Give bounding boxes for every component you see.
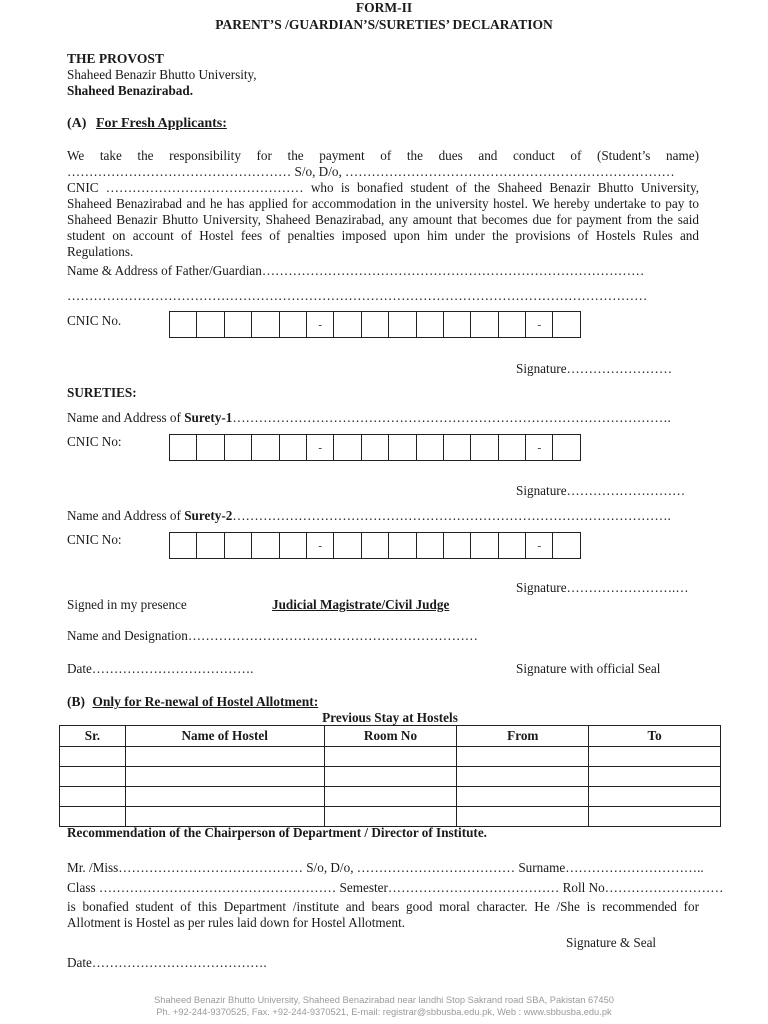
father-guardian-continuation[interactable]: ……………………………………………………………………………………………………………………	[67, 288, 648, 303]
form-title: PARENT’S /GUARDIAN’S/SURETIES’ DECLARATION	[215, 17, 553, 32]
recommendation-body: is bonafied student of this Department /institute and bears good moral character. He /She is recommended for Allotment is Hostel as per rules laid down for Hostel Allotment.	[67, 899, 699, 930]
official-seal-label: Signature with official Seal	[516, 661, 661, 676]
section-b-marker: (B)	[67, 694, 85, 709]
footer-address: Shaheed Benazir Bhutto University, Shaheed Benazirabad near landhi Stop Sakrand road SBA, Pakistan 67450	[154, 995, 614, 1005]
cnic-digit-box[interactable]	[470, 434, 498, 461]
cnic-digit-box[interactable]	[443, 532, 471, 559]
guardian-cnic-label: CNIC No.	[67, 313, 122, 328]
cnic-digit-box[interactable]	[552, 311, 580, 338]
surety-2-field[interactable]	[67, 508, 671, 524]
recommendation-date-field[interactable]: Date………………………………….	[67, 955, 267, 970]
section-a-title: For Fresh Applicants:	[95, 116, 227, 131]
previous-stay-table	[59, 725, 721, 827]
cnic-digit-box[interactable]	[224, 434, 252, 461]
cnic-separator: -	[306, 434, 334, 461]
cnic-digit-box[interactable]	[498, 532, 526, 559]
section-b-heading	[67, 694, 318, 710]
table-cell[interactable]	[457, 747, 589, 767]
witness-date-field[interactable]: Date……………………………….	[67, 661, 254, 676]
cnic-digit-box[interactable]	[251, 434, 279, 461]
table-cell[interactable]	[60, 747, 126, 767]
section-a-heading	[67, 116, 227, 132]
form-number: FORM-II	[355, 0, 413, 15]
recommendation-heading: Recommendation of the Chairperson of Department / Director of Institute.	[67, 825, 487, 840]
cnic-digit-box[interactable]	[416, 311, 444, 338]
magistrate-label: Judicial Magistrate/Civil Judge	[272, 597, 450, 612]
table-cell[interactable]	[125, 787, 324, 807]
cnic-separator: -	[306, 532, 334, 559]
cnic-digit-box[interactable]	[279, 311, 307, 338]
cnic-separator: -	[525, 532, 553, 559]
table-row	[60, 807, 721, 827]
cnic-digit-box[interactable]	[279, 434, 307, 461]
cnic-digit-box[interactable]	[196, 434, 224, 461]
column-header-to: To	[589, 726, 721, 747]
surety-1-label-prefix: Name and Address of	[67, 410, 185, 425]
cnic-separator: -	[525, 311, 553, 338]
addressee-city: Shaheed Benazirabad.	[67, 83, 194, 98]
cnic-digit-box[interactable]	[251, 532, 279, 559]
surety-2-label: Surety-2	[184, 508, 233, 523]
cnic-digit-box[interactable]	[224, 311, 252, 338]
cnic-digit-box[interactable]	[388, 434, 416, 461]
surety-1-cnic-label: CNIC No:	[67, 434, 122, 449]
table-cell[interactable]	[589, 767, 721, 787]
table-row	[60, 747, 721, 767]
cnic-digit-box[interactable]	[196, 532, 224, 559]
cnic-separator: -	[306, 311, 334, 338]
cnic-digit-box[interactable]	[333, 434, 361, 461]
cnic-digit-box[interactable]	[416, 532, 444, 559]
table-cell[interactable]	[125, 767, 324, 787]
cnic-digit-box[interactable]	[169, 311, 197, 338]
table-cell[interactable]	[125, 807, 324, 827]
father-guardian-field[interactable]: Name & Address of Father/Guardian……………………………………………………………………………	[67, 263, 645, 278]
cnic-digit-box[interactable]	[333, 532, 361, 559]
column-header-from: From	[457, 726, 589, 747]
declaration-body: CNIC ……………………………………… who is bonafied student of the Shaheed Benazir Bhutto University, Shaheed Benazirabad and he has applied for accommodation in the university hostel. We hereby undertake to pay to Shaheed Benazir Bhutto University, Shaheed Benazirabad, any amount that becomes due for payment from the said student on account of Hostel fees of penalties imposed upon him under the provisions of Hostels Rules and Regulations.	[67, 180, 699, 259]
surety-1-field[interactable]	[67, 410, 671, 426]
declaration-line-2: …………………………………………… S/o, D/o, …………………………………………………………………	[67, 164, 675, 179]
column-header-room: Room No	[324, 726, 457, 747]
table-cell[interactable]	[60, 767, 126, 787]
declaration-line-1: We take the responsibility for the payment of the dues and conduct of (Student’s name)	[67, 148, 699, 163]
table-cell[interactable]	[324, 767, 457, 787]
section-b-title: Only for Re-newal of Hostel Allotment:	[92, 694, 319, 709]
table-cell[interactable]	[60, 787, 126, 807]
cnic-digit-box[interactable]	[443, 434, 471, 461]
sureties-heading: SURETIES:	[67, 385, 137, 400]
cnic-digit-box[interactable]	[470, 311, 498, 338]
cnic-digit-box[interactable]	[361, 532, 389, 559]
signed-presence-label: Signed in my presence	[67, 597, 187, 612]
footer-contact: Ph. +92-244-9370525, Fax. +92-244-9370521, E-mail: registrar@sbbusba.edu.pk, Web : www.sbbusba.edu.pk	[156, 1007, 612, 1017]
column-header-hostel: Name of Hostel	[125, 726, 324, 747]
surety-1-signature[interactable]: Signature………………………	[516, 483, 686, 498]
table-cell[interactable]	[589, 807, 721, 827]
table-cell[interactable]	[324, 747, 457, 767]
cnic-digit-box[interactable]	[388, 311, 416, 338]
cnic-digit-box[interactable]	[552, 532, 580, 559]
cnic-digit-box[interactable]	[333, 311, 361, 338]
name-designation-field[interactable]: Name and Designation…………………………………………………………	[67, 628, 478, 643]
table-cell[interactable]	[324, 807, 457, 827]
cnic-digit-box[interactable]	[169, 434, 197, 461]
cnic-digit-box[interactable]	[443, 311, 471, 338]
cnic-digit-box[interactable]	[169, 532, 197, 559]
cnic-digit-box[interactable]	[361, 434, 389, 461]
guardian-cnic-boxes[interactable]	[170, 311, 581, 338]
cnic-digit-box[interactable]	[552, 434, 580, 461]
addressee-university: Shaheed Benazir Bhutto University,	[67, 67, 257, 82]
cnic-digit-box[interactable]	[416, 434, 444, 461]
cnic-separator: -	[525, 434, 553, 461]
table-row	[60, 787, 721, 807]
cnic-digit-box[interactable]	[224, 532, 252, 559]
table-cell[interactable]	[589, 787, 721, 807]
table-cell[interactable]	[60, 807, 126, 827]
table-cell[interactable]	[324, 787, 457, 807]
surety-1-dots: ……………………………………………………………………………………….	[232, 410, 671, 425]
cnic-digit-box[interactable]	[470, 532, 498, 559]
cnic-digit-box[interactable]	[498, 434, 526, 461]
table-title: Previous Stay at Hostels	[322, 710, 458, 725]
addressee-title: THE PROVOST	[67, 51, 164, 66]
table-cell[interactable]	[457, 787, 589, 807]
guardian-signature[interactable]: Signature……………………	[516, 361, 673, 376]
column-header-sr: Sr.	[60, 726, 126, 747]
cnic-digit-box[interactable]	[279, 532, 307, 559]
table-cell[interactable]	[457, 767, 589, 787]
table-cell[interactable]	[457, 807, 589, 827]
cnic-digit-box[interactable]	[361, 311, 389, 338]
table-cell[interactable]	[589, 747, 721, 767]
cnic-digit-box[interactable]	[388, 532, 416, 559]
table-row	[60, 767, 721, 787]
section-a-marker: (A)	[67, 116, 87, 131]
surety-1-label: Surety-1	[184, 410, 233, 425]
cnic-digit-box[interactable]	[251, 311, 279, 338]
class-semester-roll-field[interactable]: Class ……………………………………………… Semester………………………………… Roll No………………………	[67, 880, 724, 895]
surety-2-label-prefix: Name and Address of	[67, 508, 185, 523]
surety-2-cnic-boxes[interactable]	[170, 532, 581, 559]
surety-2-dots: ……………………………………………………………………………………….	[232, 508, 671, 523]
signature-seal-label: Signature & Seal	[566, 935, 657, 950]
cnic-digit-box[interactable]	[498, 311, 526, 338]
table-cell[interactable]	[125, 747, 324, 767]
student-name-field[interactable]: Mr. /Miss…………………………………… S/o, D/o, ……………………………… Surname…………………………..	[67, 860, 704, 875]
surety-2-cnic-label: CNIC No:	[67, 532, 122, 547]
surety-1-cnic-boxes[interactable]	[170, 434, 581, 461]
cnic-digit-box[interactable]	[196, 311, 224, 338]
surety-2-signature[interactable]: Signature…………………….…	[516, 580, 689, 595]
